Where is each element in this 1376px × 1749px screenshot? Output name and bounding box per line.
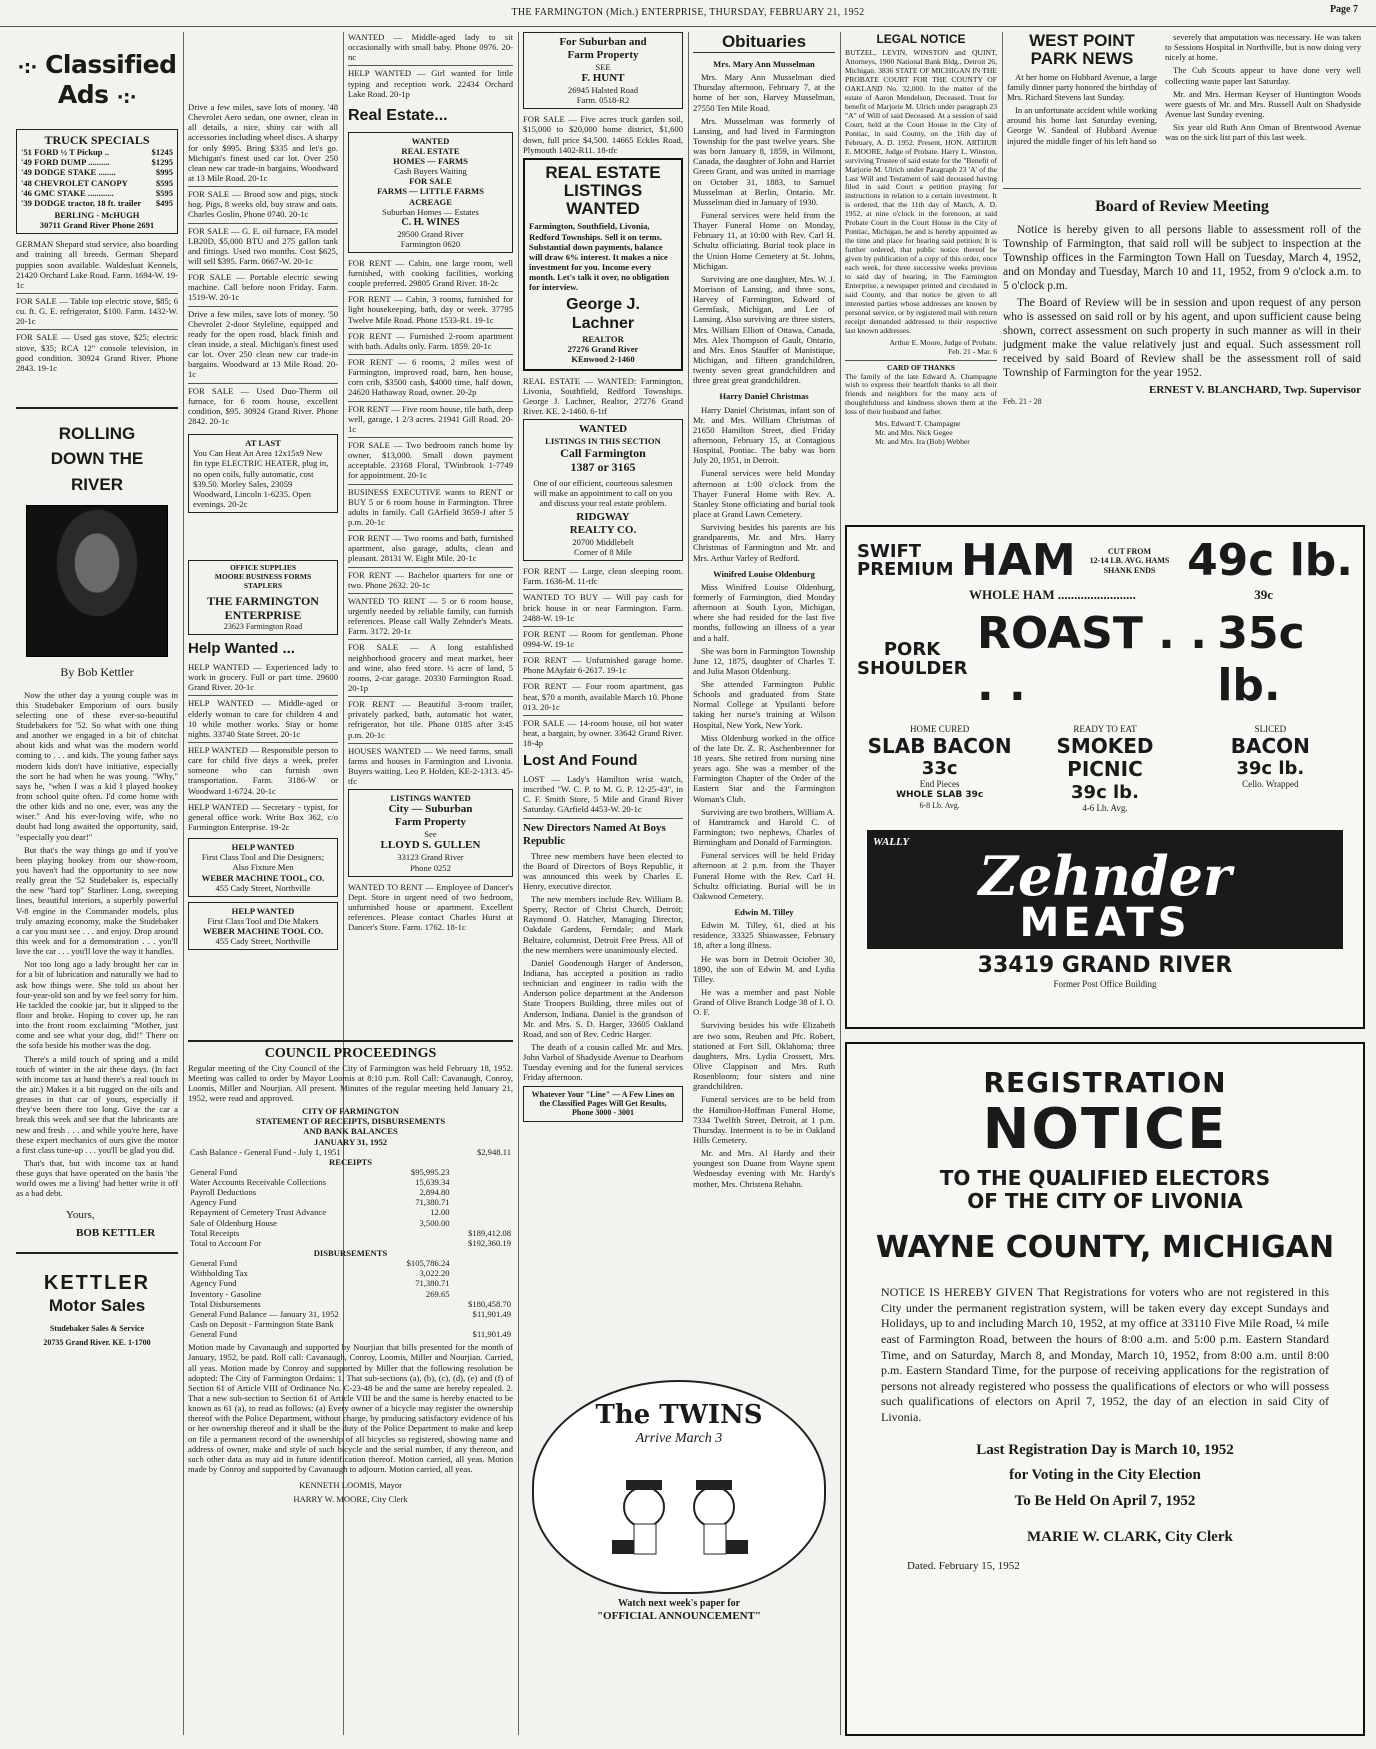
council-title: COUNCIL PROCEEDINGS <box>264 1046 437 1061</box>
ledger-row: Agency Fund 71,380.71 <box>190 1197 450 1208</box>
obituary-paragraph: Surviving besides his wife Elizabeth are two sons, Reuben and Pfc. Robert, stationed at Fort Sill, Oklahoma; three daughters, Mrs. Lydia Crossett, Mrs. Olive Clappison and Mrs. Ruth Rosenbloom; four sisters and nine grandchildren. <box>693 1020 835 1092</box>
zehnder-address: 33419 GRAND RIVER <box>977 952 1233 978</box>
classified-ad: FOR SALE — A long established neighborhood grocery and meat market, beer and wine, also feed store. ½ acre of land, 5 rooms, 2-car garage. 20330 Farmington Road. 20-1p <box>348 639 513 693</box>
ledger-row: General Fund $105,786.24 <box>190 1258 450 1269</box>
zehnder-meats-ad: SWIFT PREMIUM HAM CUT FROM 12-14 LB. AVG. HAMS SHANK ENDS 49c lb. WHOLE HAM ........................ 39c PORK SHOULDER ROAST . . . . 35c lb. HOME CURED SLAB BACON 33c End Pieces WHOLE SLAB 39c 6-8 Lb. Avg. READY TO EAT SMOKED PICNIC 39c lb. 4-6 Lb. Avg. SLICED BACON 39c lb. Cello. Wrapped WALLY Zehnder MEATS 33419 GRAND RIVER Former Post Office Building <box>845 525 1365 1029</box>
help-wanted-ad: HELP WANTED — Secretary - typist, for general office work. Write Box 362, c/o Farmington Enterprise. 19-2c <box>188 799 338 832</box>
ledger-row: Cash Balance - General Fund - July 1, 1951 $2,948.11 <box>190 1146 511 1157</box>
classified-ad: WANTED TO BUY — Will pay cash for brick house in or near Farmington. Farm. 2488-W. 19-1c <box>523 589 683 622</box>
column-rule <box>518 32 519 1735</box>
ledger-row: Agency Fund 71,380.71 <box>190 1278 450 1289</box>
thanks-signer: Mr. and Mrs. Ira (Bob) Webber <box>875 437 970 447</box>
classified-ad: FOR RENT — 6 rooms, 2 miles west of Farmington, improved road, barn, hen house, corn crib, $3500 cash, $4000 time, half down, 24620 Hathaway Road, owner. 20-2p <box>348 354 513 398</box>
classified-ad: FOR RENT — Two rooms and bath, furnished apartment, also garage, adults, clean and pleasant. 28131 W. Eight Mile. 20-1c <box>348 530 513 563</box>
col3-rent <box>348 258 513 786</box>
obituary-paragraph: Mr. and Mrs. Al Hardy and their youngest son Duane from Wayne spent Wednesday evening with Mr. Hardy's mother, Mrs. Christena Rehahn. <box>693 1148 835 1189</box>
obit-paras <box>693 59 835 1189</box>
mayor: KENNETH LOOMIS, Mayor <box>299 1480 402 1491</box>
sign-off: Yours, <box>66 1208 95 1221</box>
ledger-row: Withholding Tax 3,022.20 <box>190 1268 450 1279</box>
ledger-row: Repayment of Cemetery Trust Advance 12.00 <box>190 1207 450 1218</box>
directors-article <box>523 851 683 1083</box>
meat-item: READY TO EAT SMOKED PICNIC 39c lb. 4-6 Lb. Avg. <box>1056 724 1154 814</box>
classified-ad: WANTED TO RENT — Employee of Dancer's Dept. Store in urgent need of two bedroom, unfurnished house or apartment. Excellent references. Please contact Charles Hurst at Dancer's Store. Farm. 1762. 18-1c <box>348 881 513 933</box>
registration-notice: REGISTRATION NOTICE TO THE QUALIFIED ELECTORS OF THE CITY OF LIVONIA WAYNE COUNTY, MICHIGAN NOTICE IS HEREBY GIVEN That Registrations for voters who are not registered in this City under the permanent registration system, will be taken every day except Sundays and Holidays, up to and including March 10, 1952, at my office at 33110 Five Mile Road, ¼ mile east of Farmington Road, between the hours of 8:00 a.m. and 5:00 p.m. Eastern Standard Time, and on Saturday, March 8, and Monday, March 10, 1952, from 8:00 a.m. until 8:00 p.m. Eastern Standard Time, for the purpose of receiving applications for the registration of persons not already registered who possess the qualifications of electors or who will possess such qualifications of electors on April 7, 1952, the day of an election in said City of Livonia. Last Registration Day is March 10, 1952 for Voting in the City Election To Be Held On April 7, 1952 MARIE W. CLARK, City Clerk Dated. February 15, 1952 <box>845 1042 1365 1736</box>
twins-oval: The TWINS Arrive March 3 <box>532 1380 826 1594</box>
obituary-paragraph: Surviving are two brothers, William A. of Hamtramck and Harold C. of Farmington; two nephews, Charles of Birmingham and Donald of Farmington. <box>693 806 835 848</box>
ledger-row: Sale of Oldenburg House 3,500.00 <box>190 1217 450 1228</box>
card-of-thanks: The family of the late Edward A. Champagne wish to express their heartfelt thanks to all their friends and neighbors for the many acts of thoughtfulness and kindness shown them at the loss of their husband and father. <box>845 371 997 417</box>
obituary-paragraph: Mrs. Musselman was formerly of Lansing, and had lived in Farmington Township for the past twelve years. She was born January 8, 1859, in Wilmont, Canada, the daughter of John and Harriet Green Grant, and was united in marriage on October 31, 1883, to Samuel Musselman at Berlin, Ontario. Mr. Musselman died in January of 1930. <box>693 115 835 207</box>
gullen-ad: LISTINGS WANTED City — Suburban Farm Property See LLOYD S. GULLEN 33123 Grand River Phone 0252 <box>348 789 513 876</box>
west-point-news-cont <box>1165 32 1361 145</box>
classified-ad: FOR SALE — Portable electric sewing machine. Call before noon Friday. Farm. 1519-W. 20-1c <box>188 269 338 302</box>
board-of-review: Board of Review Meeting Notice is hereby given to all persons liable to assessment roll of the Township of Farmington, that said roll will be subject to inspection at the Township offices in the Farmington Town Hall on Tuesday, March 4, 1952, and on Monday and Tuesday, March 10 and 11, 1952, from 9 o'clock a.m. to 5 o'clock p.m. The Board of Review will be in session and upon request of any person who is assessed on said roll or by his agent, and upon sufficient cause being shown, correct assessment on such property in such manner as will in their judgment make the value relatively just and equal. Such assessment roll received by said Board of Review shall be the assessment roll of said Township of Farmington for the year 1952. ERNEST V. BLANCHARD, Twp. Supervisor Feb. 21 - 28 <box>1003 188 1361 407</box>
signature: BOB KETTLER <box>76 1227 156 1240</box>
obituary-paragraph: Edwin M. Tilley <box>734 907 794 918</box>
at-last-ad: AT LAST You Can Heat An Area 12x15x9 New fin type ELECTRIC HEATER, plug in, no open coils, fully automatic, cost $39.50. Morley Sales, 23059 Woodward, Lincoln 1-6235. Open evenings. 20-2c <box>188 434 338 513</box>
west-point-paragraph: The Cub Scouts appear to have done very well collecting waste paper last Saturday. <box>1165 65 1361 86</box>
ledger-heading: DISBURSEMENTS <box>313 1248 388 1259</box>
obituary-paragraph: Funeral services are to be held from the Hamilton-Hoffman Funeral Home, 7334 Twelfth Street, Detroit, at 1 p.m. Thursday. Interment is to be in Oakland Hills Cemetery. <box>693 1094 835 1145</box>
truck-list-item: '48 CHEVROLET CANOPY $595 <box>21 177 173 188</box>
ledger-row: General Fund $11,901.49 <box>190 1329 511 1340</box>
classified-ad: FOR SALE — Used gas stove, $25; electric stove, $35; RCA 12" console television, in good condition. 30924 Grand River. Phone 2843. 19-1c <box>16 329 178 373</box>
kettler-title: ROLLING DOWN THE RIVER <box>50 423 144 494</box>
help-wanted-ad: HELP WANTED — Responsible person to care for child five days a week, prefer someone who can furnish own transportation. Farm. 3186-W or Woodward 1-6724. 20-1c <box>188 742 338 796</box>
council-intro: Regular meeting of the City Council of the City of Farmington was held February 18, 1952. Meeting was called to order by Mayor Loomis at 8:10 p.m. Roll Call: Cavanaugh, Conroy, Loomis, Miller and Nourjian. All present. Minutes of the regular meeting held January 21, 1952, were read and approved. <box>188 1062 513 1103</box>
ledger-row: Total to Account For $192,360.19 <box>190 1237 511 1248</box>
col1-ads <box>16 239 178 373</box>
kettler-column <box>16 407 178 1254</box>
obituary-paragraph: Funeral services were held Monday afternoon at 1:00 o'clock from the Thayer Funeral Home with Rev. A. Stanley Stone officiating and burial took place at Grand Lawn Cemetery. <box>693 468 835 519</box>
obituary-paragraph: Harry Daniel Christmas, infant son of Mr. and Mrs. William Christmas of 21650 Hamilton Street, died Friday afternoon, February 15, at Contagious Hospital, Pontiac. The baby was born July 20, 1951, in Detroit. <box>693 404 835 466</box>
classified-ad: GERMAN Shepard stud service, also boarding and training all breeds. German Shepard puppies soon available. Waldesluat Kennels, 21420 Orchard Lake Road. Farm. 1694-W. 19-1c <box>16 239 178 290</box>
obituary-paragraph: He was born in Detroit October 30, 1890, the son of Edwin M. and Lydia Tilley. <box>693 953 835 984</box>
weber-ad-1: HELP WANTED First Class Tool and Die Designers; Also Fixture Men WEBER MACHINE TOOL, CO. 455 Cady Street, Northville <box>188 838 338 897</box>
legal-notice: LEGAL NOTICE BUTZEL, LEVIN, WINSTON and QUINT, Attorneys, 1900 National Bank Bldg., Detroit 26, Michigan. 3836 STATE OF MICHIGAN IN THE PROBATE COURT FOR THE COUNTY OF OAKLAND No. 32,000. In the matter of the estate of Aaron Mendelson, Deceased. Trust for benefit of Marjorie M. Ulrich under paragraph 23 "A" of Will of said Deceased. At a session of said Court, held at the Court House in the City of Pontiac, in said County, on the 16th day of February, A. D. 1952. Present, HON. ARTHUR E. MOORE, Judge of Probate. Harry L. Winston, surviving Trustee of said estate for the "Benefit of Marjorie M. Ulrich under Paragraph 23 'A' of the Last Will and Testament of said deceased having filed in said Court a petition praying for instructions in relation to a certain investment. It is ordered, that the 11th day of March, A. D. 1952, at nine o'clock in the forenoon, at said Probate Court in the Court House in the City of Pontiac, Michigan, be and is hereby appointed as the time and place for hearing said petition; It is further ordered, that public notice thereof be given by publication of a copy of this order, once each week, for three successive weeks previous to said day of hearing, in The Farmington Enterprise, a newspaper printed and circulated in said County, and that notice be given to all interested parties whose addresses are known by personal service, or by registered mail with return receipt demanded addressed to their respective last known addresses. Arthur E. Moore, Judge of Probate. Feb. 21 - Mar. 6 CARD OF THANKS The family of the late Edward A. Champagne wish to express their heartfelt thanks to all their friends and neighbors for the many acts of thoughtfulness and kindness shown them at the loss of their husband and father. Mrs. Edward T. Champagne Mr. and Mrs. Nick Gegee Mr. and Mrs. Ira (Bob) Webber <box>845 32 997 447</box>
help-wanted-ad: HELP WANTED — Middle-aged or elderly woman to care for children 4 and 10 while mother works. Stay or home nights. 33740 State Street. 20-1c <box>188 695 338 739</box>
obituary-paragraph: He was a member and past Noble Grand of Olive Branch Lodge 38 of I. O. O. F. <box>693 987 835 1018</box>
help-ads <box>188 662 338 832</box>
column-rule <box>688 32 689 1052</box>
ledger <box>188 1147 513 1340</box>
kettler-paragraph: That's that, but with income tax at hand these guys that have operated on the basis 'the world owes me a living' had better write it off as a bad debt. <box>16 1157 178 1199</box>
west-point-news: WEST POINT PARK NEWS At her home on Hubbard Avenue, a large family dinner party honored the birthday of Mrs. Richard Stevens last Sunday. In an unfortunate accident while working around his home last Saturday evening, George W. Sandeal of Hubbard Avenue injured the middle finger of his left hand so <box>1007 31 1157 146</box>
classified-ad: WANTED — Middle-aged lady to sit occasionally with small baby. Phone 0976. 20-nc <box>348 32 513 63</box>
masthead: THE FARMINGTON (Mich.) ENTERPRISE, THURSDAY, FEBRUARY 21, 1952 <box>0 0 1376 27</box>
obituary-paragraph: Edwin M. Tilley, 61, died at his residence, 33325 Shiawassee, February 18, after a long illness. <box>693 920 835 951</box>
classified-ad: FOR SALE — Five acres truck garden soil, $15,000 to $20,000 home district, $1,600 down, full price $4,500. 14665 Eckles Road, Plymouth 1402-R11. 18-tfc <box>523 114 683 155</box>
classified-promo: Whatever Your "Line" — A Few Lines on the Classified Pages Will Get Results, Phone 3000 - 3001 <box>523 1086 683 1122</box>
meat-item: SLICED BACON 39c lb. Cello. Wrapped <box>1230 724 1310 790</box>
classified-ad: BUSINESS EXECUTIVE wants to RENT or BUY 5 or 6 room house in Farmington. Three adults in family. Call GArfield 3659-J after 5 p.m. 20-1c <box>348 484 513 528</box>
ledger-row: Payroll Deductions 2,894.80 <box>190 1187 450 1198</box>
ledger-row: General Fund $95,995.23 <box>190 1166 450 1177</box>
ham-row: SWIFT PREMIUM HAM CUT FROM 12-14 LB. AVG. HAMS SHANK ENDS 49c lb. <box>857 535 1353 586</box>
hunt-ad: For Suburban and Farm Property SEE F. HUNT 26945 Halsted Road Farm. 0518-R2 <box>523 32 683 109</box>
dealer-address: 30711 Grand River Phone 2691 <box>39 220 155 231</box>
column-3 <box>348 32 513 935</box>
classified-ad: FOR RENT — Furnished 2-room apartment with bath. Adults only. Farm. 1859. 20-1c <box>348 328 513 351</box>
ledger-row: Water Accounts Receivable Collections 15,639.34 <box>190 1177 450 1188</box>
council-proceedings: COUNCIL PROCEEDINGS Regular meeting of the City Council of the City of Farmington was held February 18, 1952. Meeting was called to order by Mayor Loomis at 8:10 p.m. Roll Call: Cavanaugh, Conroy, Loomis, Miller and Nourjian. All present. Minutes of the regular meeting held January 21, 1952, were read and approved. CITY OF FARMINGTON STATEMENT OF RECEIPTS, DISBURSEMENTS AND BANK BALANCES JANUARY 31, 1952 Cash Balance - General Fund - July 1, 1951 $2,948.11 RECEIPTS General Fund $95,995.23 Water Accounts Receivable Collections 15,639.34 Payroll Deductions 2,894.80 Agency Fund 71,380.71 Repayment of Cemetery Trust Advance 12.00 Sale of Oldenburg House 3,500.00 Total Receipts $189,412.08 Total to Account For $192,360.19 DISBURSEMENTS General Fund $105,786.24 Withholding Tax 3,022.20 Agency Fund 71,380.71 Inventory - Gasoline 269.65 Total Disbursements $180,458.70 General Fund Balance — January 31, 1952 $11,901.49 Cash on Deposit - Farmington State Bank General Fund $11,901.49 Motion made by Cavanaugh and supported by Nourjian that bills presented for the month of January, 1952, be paid. Roll call: Cavanaugh, Conroy, Loomis, Miller and Nourjian. Carried, all yeas. Motion made by Conroy and supported by Miller that the following resolution be adopted: The City of Farmington Ordains: 1. That sub-sections (a), (b), (c), (d), (e) and (f) of Section 61 of Article VIII of Ordinance No. C-23-48 be and the same are hereby repealed. 2. That a new sub-section to Section 61 of Article VIII be and the same is hereby enacted to be known as 61 (a), to read as follows: (a) Every owner of a bicycle may register the ownership thereof with the Police Department, without charge, by producing satisfactory evidence of his or her ownership thereof and it shall be the duty of the Police Department to make and keep on file a permanent record of the ownership of all bicycles so registered, showing name and address of owner, make and style of such bicycle and the serial number, if any thereon, and such other data as may aid in future identification thereof. Motion carried, all yeas. Motion made by Conroy and supported by Cavanaugh to adjourn. Motion carried, all yeas. KENNETH LOOMIS, Mayor HARRY W. MOORE, City Clerk <box>188 1040 513 1504</box>
truck-specials-ad <box>16 129 178 234</box>
west-point-paragraph: In an unfortunate accident while working around his home last Saturday evening, George W. Sandeal of Hubbard Avenue injured the middle finger of his left hand so <box>1007 105 1157 146</box>
meat-items <box>847 718 1363 820</box>
classified-ad: Drive a few miles, save lots of money. '50 Chevrolet 2-door Styleline, equipped and ready for the open road, black finish and clean inside, a steal. Michigan's finest used car lot. Over 250 clean new car trade-in bargains. Woodward at 13 Mile Road. 20-1c <box>188 306 338 380</box>
obituary-paragraph: She was born in Farmington Township June 12, 1875, daughter of Charles T. and Julia Mason Oldenburg. <box>693 645 835 676</box>
classified-ad: FOR RENT — Beautiful 3-room trailer, privately parked, bath, automatic hot water, refrigerator, hot tile. Phone 0185 after 3:45 p.m. 20-1c <box>348 696 513 740</box>
classified-ad: Drive a few miles, save lots of money. '48 Chevrolet Aero sedan, one owner, clean in all details, a nice, shiny car with all accessories including wheel discs. A sharpy for only $995. Bring $335 and let's go. Michigan's finest used car lot. Over 250 clean new car trade-in bargains. Woodward at 13 Mile Road. 20-1c <box>188 102 338 183</box>
classified-ad: WANTED TO RENT — 5 or 6 room house, urgently needed by reliable family, can furnish references. Please call Wally Zehnder's Meats. Farm. 3172. 20-1c <box>348 593 513 637</box>
obituary-paragraph: Surviving are one daughter, Mrs. W. J. Morrison of Lansing, and three sons, Harvey of Farmington, Edward of Germfask, Michigan, and Lee of Lansing. Also surviving are three sisters, Mrs. William Elliott of Ottawa, Canada, Mrs. Alex Thompson of Gault, Ontario, and Mrs. Enos Stauffer of Manistique, Michigan, and fifteen grandchildren, twenty seven great grandchildren and three great great grandchildren. <box>693 273 835 386</box>
classified-ad: HOUSES WANTED — We need farms, small farms and houses in Farmington and Livonia. Buyers waiting. Leo P. Holden, KE-2-1313. 45-tfc <box>348 743 513 787</box>
twins-ad: The TWINS Arrive March 3 Watch next week's paper for "OFFICIAL ANNOUNCEMENT" <box>523 1380 835 1623</box>
wp-paras <box>1007 72 1157 146</box>
classified-ad: FOR SALE — G. E. oil furnace, FA model LB20D, $5,000 BTU and 275 gallon tank and fittings. Used two months. Cost $625, will sell $395. Farm. 0667-W. 20-1c <box>188 223 338 267</box>
obituaries-title: Obituaries <box>693 32 835 53</box>
column-2 <box>188 32 338 518</box>
col4-ads2 <box>523 376 683 417</box>
truck-list-item: '46 GMC STAKE ............ $595 <box>21 187 173 198</box>
directors-paragraph: The death of a cousin called Mr. and Mrs. John Varbol of Shadyside Avenue to Dearborn Tuesday evening and for the funeral services Friday afternoon. <box>523 1042 683 1083</box>
classified-ad: FOR RENT — Bachelor quarters for one or two. Phone 2632. 20-1c <box>348 567 513 590</box>
directors-paragraph: The new members include Rev. William B. Sperry, Rector of Christ Church, Detroit; Raymond O. Hatcher, Managing Director, Oakdale Gardens, Ferndale; and Mark Beltaire, columnist, Detroit Free Press. All of the new members were unanimously elected. <box>523 894 683 955</box>
west-point-paragraph: severely that amputation was necessary. He was taken to Sessions Hospital in Northville, but is now doing very nicely at home. <box>1165 32 1361 63</box>
lachner-ad: REAL ESTATE LISTINGS WANTED Farmington, Southfield, Livonia, Redford Townships. Sell it on terms. Substantial down payments, balance will draw 6% interest. It makes a nice investment for you. Income every month. Let's talk it over, no obligation for interview. George J. Lachner REALTOR 27276 Grand River KEnwood 2-1460 <box>523 158 683 371</box>
column-4 <box>523 32 683 1127</box>
roast-row: PORK SHOULDER ROAST . . . . 35c lb. <box>857 608 1305 712</box>
meat-item: HOME CURED SLAB BACON 33c End Pieces WHOLE SLAB 39c 6-8 Lb. Avg. <box>867 724 1012 810</box>
directors-headline: New Directors Named At Boys Republic <box>523 821 666 847</box>
kettler-ad: KETTLER Motor Sales Studebaker Sales & Service 20735 Grand River. KE. 1-1700 <box>43 1272 151 1347</box>
truck-title: TRUCK SPECIALS <box>44 133 150 147</box>
card-of-thanks-title: CARD OF THANKS <box>887 362 955 372</box>
obituary-paragraph: Miss Winifred Louise Oldenburg, formerly of Farmington, died Monday afternoon at South Lyon, Michigan, where she had resided for the last five months, following an illness of a year and a half. <box>693 581 835 643</box>
directors-paragraph: Three new members have been elected to the Board of Directors of Boys Republic, it was announced this week by Charles E. Henry, executive director. <box>523 850 683 891</box>
obituary-paragraph: Winifred Louise Oldenburg <box>713 568 815 579</box>
obituaries <box>693 32 835 1192</box>
col4-ads3 <box>523 566 683 748</box>
kettler-paragraph: Now the other day a young couple was in this Studebaker Emporium of ours busily selecting one of these ever-so-beautiful Studebakers for '52. So what with one thing and another we engaged in a bit of chitchat about kids and what was the modern world coming to . . . and kids. The young father says modern kids don't have initiative, especially the sort he had when he was young. "Why," says he, "when I was a kid I played hookey from school quite often. I'd come home with the other kids and no one, ever, was any the wiser." And his ever-loving wife, who no doubt had long awaited the opportunity, said, "especially you dear!" <box>16 689 178 842</box>
author-photo <box>26 505 168 657</box>
kettler-paragraph: There's a mild touch of spring and a mild touch of winter in the air these days. (In fact with income tax at hand there's a real touch in the air.) Makes it a bit rugged on the oils and greases in that car of yours, especially if they've been there too long. Give the car a break this week and see that the lubricants are new and fresh . . . and while you're here, have these expert mechanics of ours give the motor a first class tune-up . . . you'll be glad you did. <box>16 1053 178 1155</box>
thanks-signer: Mrs. Edward T. Champagne <box>875 419 961 429</box>
kettler-paragraph: But that's the way things go and if you've been playing hookey from our show-room, you haven't had the opportunity to see now really great the '52 Studebaker is, especially the new "hard top" Starliner. Long, sweeping lines, beautiful interiors, a superbly powerful V-8 engine in the Commander models, plus truly amazing economy, make the Studebaker a car you must see . . . and enjoy. Drop around this week and for a demonstration . . . you'll love the car . . . you'll love the way it handles. <box>16 844 178 957</box>
ledger-row: Inventory - Gasoline 269.65 <box>190 1288 450 1299</box>
obituary-paragraph: Funeral services were held from the Thayer Funeral Home on Monday, February 11, at 10:00 with Rev. Carl H. Schultz officiating. Burial took place in the Union Home Cemetery at St. Johns, Michigan. <box>693 210 835 271</box>
obituary-paragraph: Surviving besides his parents are his grandparents, Mr. and Mrs. Harry Christmas of Farmington and Mr. and Mrs. Arthur Varley of Redford. <box>693 522 835 563</box>
twins-illustration <box>534 1462 824 1572</box>
thanks-signer: Mr. and Mrs. Nick Gegee <box>875 428 953 438</box>
ledger-row: Total Receipts $189,412.08 <box>190 1227 511 1238</box>
office-supplies-ad: OFFICE SUPPLIES MOORE BUSINESS FORMS STAPLERS THE FARMINGTON ENTERPRISE 23623 Farmington Road <box>188 560 338 635</box>
column-rule <box>183 32 184 1735</box>
review-p2: The Board of Review will be in session and upon request of any person who is assessed on said roll or by his agent, and upon sufficient cause being shown, correct assessment on such property in such manner as will in their judgment make the value relatively just and equal. Such assessment roll received by said Board of Review shall be the assessment roll of said Township of Farmington for the year 1952. <box>1003 296 1361 379</box>
registration-body: NOTICE IS HEREBY GIVEN That Registrations for voters who are not registered in this City under the permanent registration system, will be taken every day except Sundays and Holidays, up to and including March 10, 1952, at my office at 33110 Five Mile Road, ¼ mile east of Farmington Road, between the hours of 8:00 a.m. and 5:00 p.m. Eastern Standard Time, and on Saturday, March 8, and Monday, March 10, 1952, from 8:00 a.m. until 8:00 p.m. Eastern Standard Time, for the purpose of receiving applications for the registration of persons not already registered who possess the qualifications of electors or who will possess such qualifications of electors on April 7, 1952, the day of an election in said City of Livonia. <box>881 1285 1329 1424</box>
whole-ham-row: WHOLE HAM ........................ 39c <box>969 586 1273 602</box>
classified-ad: FOR SALE — Table top electric stove, $85; 6 cu. ft. G. E. refrigerator, $100. Farm. 1432-W. 20-1c <box>16 293 178 326</box>
classified-ad: HELP WANTED — Girl wanted for little typing and reception work. 22434 Orchard Lake Road. 20-1p <box>348 65 513 98</box>
help-wanted-ad: HELP WANTED — Experienced lady to work in grocery. Full or part time. 29600 Grand River. 20-1c <box>188 661 338 693</box>
classified-ad: FOR SALE — Brood sow and pigs, stock hog. Pigs, 8 weeks old, buy straw and oats. Charles Goslin, Phone 0740. 20-1c <box>188 186 338 219</box>
west-point-paragraph: At her home on Hubbard Avenue, a large family dinner party honored the birthday of Mrs. Richard Stevens last Sunday. <box>1007 71 1157 102</box>
truck-list-item: '49 DODGE STAKE ........ $995 <box>21 167 173 178</box>
help-wanted-section <box>188 560 338 955</box>
obituary-paragraph: Miss Oldenburg worked in the office of the late Dr. Z. R. Aschenbrenner for 18 years. She retired from nursing nine years ago. She was a member of the Farmington Chapter of the Order of the Eastern Star and the Farmington Woman's Club. <box>693 732 835 804</box>
clerk: HARRY W. MOORE, City Clerk <box>293 1494 408 1505</box>
obituary-paragraph: She attended Farmington Public Schools and graduated from State Normal College at Ypsilanti before taking her nurse's training at Wilson Hospital, New York, New York. <box>693 679 835 730</box>
obituary-paragraph: Mrs. Mary Ann Musselman <box>713 59 815 70</box>
review-title: Board of Review Meeting <box>1095 198 1269 215</box>
ledger-bank: Cash on Deposit - Farmington State Bank <box>190 1319 334 1330</box>
classified-ad: FOR RENT — Cabin, one large room, well furnished, with cooking facilities, working couple preferred. 29805 Grand River. 18-2c <box>348 257 513 289</box>
dealer-name: BERLING - McHUGH <box>54 210 140 220</box>
classified-ad: FOR RENT — Cabin, 3 rooms, furnished for light housekeeping, bath, day or week. 37795 Twelve Mile Road. Phone 1533-R1. 19-1c <box>348 291 513 324</box>
classified-ad: FOR SALE — Two bedroom ranch home by owner, $13,000. Small down payment acceptable. 23168 Floral, TWinbrook 1-7749 for appointment. 20-1c <box>348 437 513 481</box>
classified-ad: FOR RENT — Room for gentleman. Phone 0994-W. 19-1c <box>523 626 683 649</box>
column-rule <box>840 32 841 1735</box>
truck-list <box>21 147 173 208</box>
ridgway-ad: WANTED LISTINGS IN THIS SECTION Call Farmington 1387 or 3165 One of our efficient, courteous salesmen will make an appointment to call on you and discuss your real estate problem. RIDGWAY REALTY CO. 20700 Middlebelt Corner of 8 Mile <box>523 419 683 561</box>
column-1 <box>16 32 178 1347</box>
kettler-paragraph: Not too long ago a lady brought her car in for a bit of lubrication and naturally we had to ask how things were. She told us about her four-year-old son and by we feel sorry for him. He tackled the cookie jar, but it slipped to the floor and broke. Hoping to cover up, he ran into the front room exclaiming "Mother, just come and see what your dog, did!" There on the sofa beside his mother was the dog. <box>16 959 178 1051</box>
obituary-paragraph: Mrs. Mary Ann Musselman died Thursday afternoon, February 7, at the home of her son, Harvey Musselman, 27550 Ten Mile Road. <box>693 72 835 113</box>
west-point-paragraph: Mr. and Mrs. Herman Keyser of Huntington Woods were guests of Mr. and Mrs. Russell Ault on Shadyside Avenue last Sunday evening. <box>1165 88 1361 119</box>
byline: By Bob Kettler <box>60 665 134 680</box>
legal-body: BUTZEL, LEVIN, WINSTON and QUINT, Attorneys, 1900 National Bank Bldg., Detroit 26, Michigan. 3836 STATE OF MICHIGAN IN THE PROBATE COURT FOR THE COUNTY OF OAKLAND No. 32,000. In the matter of the estate of Aaron Mendelson, Deceased. Trust for benefit of Marjorie M. Ulrich under paragraph 23 "A" of Will of said Deceased. At a session of said Court, held at the Court House in the City of Pontiac, in said County, on the 16th day of February, A. D. 1952. Present, HON. ARTHUR E. MOORE, Judge of Probate. Harry L. Winston, surviving Trustee of said estate for the "Benefit of Marjorie M. Ulrich under Paragraph 23 'A' of the Last Will and Testament of said deceased having filed in said Court a petition praying for instructions in relation to a certain investment. It is ordered, that the 11th day of March, A. D. 1952, at nine o'clock in the forenoon, at said Probate Court in the Court House in the City of Pontiac, Michigan, be and is hereby appointed as the time and place for hearing said petition; It is further ordered, that public notice thereof be given by publication of a copy of this order, once each week, for three successive weeks previous to said day of hearing, in The Farmington Enterprise, a newspaper printed and circulated in said County, and that notice be given to all interested parties whose addresses are known by personal service, or by registered mail with return receipt demanded addressed to their respective last known addresses. <box>845 48 997 335</box>
directors-paragraph: Daniel Goodenough Harger of Anderson, Indiana, has accepted a position as radio technician and engineer in radio with the Anderson police department at the Anderson State Troopers Building, three miles out of Anderson, Indiana. Daniel is the grandson of Mr. and Mrs. S. D. Harger, 33605 Oakland Road, and son of Rev. Cedric Harger. <box>523 957 683 1039</box>
page-number: Page 7 <box>1329 4 1358 15</box>
truck-list-item: '51 FORD ½ T Pickup .. $1245 <box>21 147 173 158</box>
zehnder-logo: WALLY Zehnder MEATS <box>867 830 1343 949</box>
review-p1: Notice is hereby given to all persons liable to assessment roll of the Township of Farmington, that said roll will be subject to inspection at the Township offices in the Farmington Town Hall on Tuesday, March 4, 1952, and on Monday and Tuesday, March 10 and 11, 1952, from 9 o'clock a.m. to 5 o'clock p.m. <box>1003 223 1361 292</box>
classified-ad: FOR RENT — Five room house, tile bath, deep well, garage, 1 2/3 acres. 21941 Gill Road. 20-1c <box>348 401 513 434</box>
classified-ad: FOR RENT — Large, clean sleeping room. Farm. 1636-M. 11-tfc <box>523 566 683 587</box>
truck-list-item: '49 FORD DUMP .......... $1295 <box>21 157 173 168</box>
wines-ad: WANTED REAL ESTATE HOMES — FARMS Cash Buyers Waiting FOR SALE FARMS — LITTLE FARMS ACREAGE Suburban Homes — Estates C. H. WINES 29500 Grand River Farmington 0620 <box>348 132 513 253</box>
column-rule <box>1002 32 1003 182</box>
col3-top <box>348 32 513 99</box>
classified-ad: REAL ESTATE — WANTED: Farmington, Livonia, Southfield, Redford Townships. George J. Lachner, Realtor, 27276 Grand River. KE. 2-1460. 6-1tf <box>523 375 683 416</box>
review-sign: ERNEST V. BLANCHARD, Twp. Supervisor <box>1148 383 1361 396</box>
obituary-paragraph: Funeral services will be held Friday afternoon at 2 p.m. from the Thayer Funeral Home with the Rev. Carl H. Schultz officiating. Burial will be in Oakwood Cemetery. <box>693 850 835 901</box>
council-resolution: Motion made by Cavanaugh and supported by Nourjian that bills presented for the month of January, 1952, be paid. Roll call: Cavanaugh, Conroy, Loomis, Miller and Nourjian. Carried, all yeas. Motion made by Conroy and supported by Miller that the following resolution be adopted: The City of Farmington Ordains: 1. That sub-sections (a), (b), (c), (d), (e) and (f) of Section 61 of Article VIII of Ordinance No. C-23-48 be and the same are hereby repealed. 2. That a new sub-section to Section 61 of Article VIII be and the same is hereby enacted to be known as 61 (a), to read as follows: (a) Every owner of a bicycle may register the ownership thereof with the Police Department, without charge, by producing satisfactory evidence of his or her ownership thereof and it shall be the duty of the Police Department to make and keep on file a permanent record of the ownership of all bicycles so registered, showing name and address of owner, make and style of such bicycle and the serial number, if any thereon, and such other data as may aid in future identification thereof. Motion carried, all yeas. Motion made by Conroy and supported by Cavanaugh to adjourn. Motion carried, all yeas. <box>188 1342 513 1474</box>
classified-ad: FOR SALE — Used Duo-Therm oil furnace, for 6 room house, excellent condition, $95. 30924 Grand River. Phone 2842. 20-1c <box>188 383 338 427</box>
classified-ad: FOR SALE — 14-room house, oil hot water heat, a bargain, by owner. 33642 Grand River. 18-4p <box>523 715 683 748</box>
ledger-heading: RECEIPTS <box>329 1156 372 1167</box>
wp-cont <box>1165 32 1361 142</box>
classified-title: ·:· Classified Ads ·:· <box>17 50 177 109</box>
west-point-paragraph: Six year old Ruth Ann Oman of Brentwood Avenue was on the sick list part of this last week. <box>1165 122 1361 143</box>
thanks-signers <box>845 420 997 447</box>
truck-list-item: '39 DODGE tractor, 18 ft. trailer $495 <box>21 197 173 208</box>
col4-ads1 <box>523 114 683 155</box>
obituary-paragraph: Harry Daniel Christmas <box>719 391 809 402</box>
real-estate-title: Real Estate... <box>348 106 448 124</box>
lost-ad: LOST — Lady's Hamilton wrist watch, inscribed "W. C. P. to M. G. P. 12-25-43", in C. F. Smith Store, 5 Mile and Grand River Saturday. GArfield 4453-W. 20-1c <box>523 774 683 815</box>
classified-ad: FOR RENT — Four room apartment, gas heat, $70 a month, available March 10. Phone 013. 20-1c <box>523 678 683 711</box>
lost-found-title: Lost And Found <box>523 752 638 770</box>
help-wanted-title: Help Wanted ... <box>188 640 295 658</box>
classified-ad: FOR RENT — Unfurnished garage home. Phone MAyfair 6-2617. 19-1c <box>523 652 683 675</box>
kettler-paras <box>16 690 178 1199</box>
ledger-row: Total Disbursements $180,458.70 <box>190 1298 511 1309</box>
col2-ads <box>188 102 338 426</box>
weber-ad-2: HELP WANTED First Class Tool and Die Makers WEBER MACHINE TOOL CO. 455 Cady Street, Northville <box>188 902 338 951</box>
ledger-row: General Fund Balance — January 31, 1952 $11,901.49 <box>190 1308 511 1319</box>
